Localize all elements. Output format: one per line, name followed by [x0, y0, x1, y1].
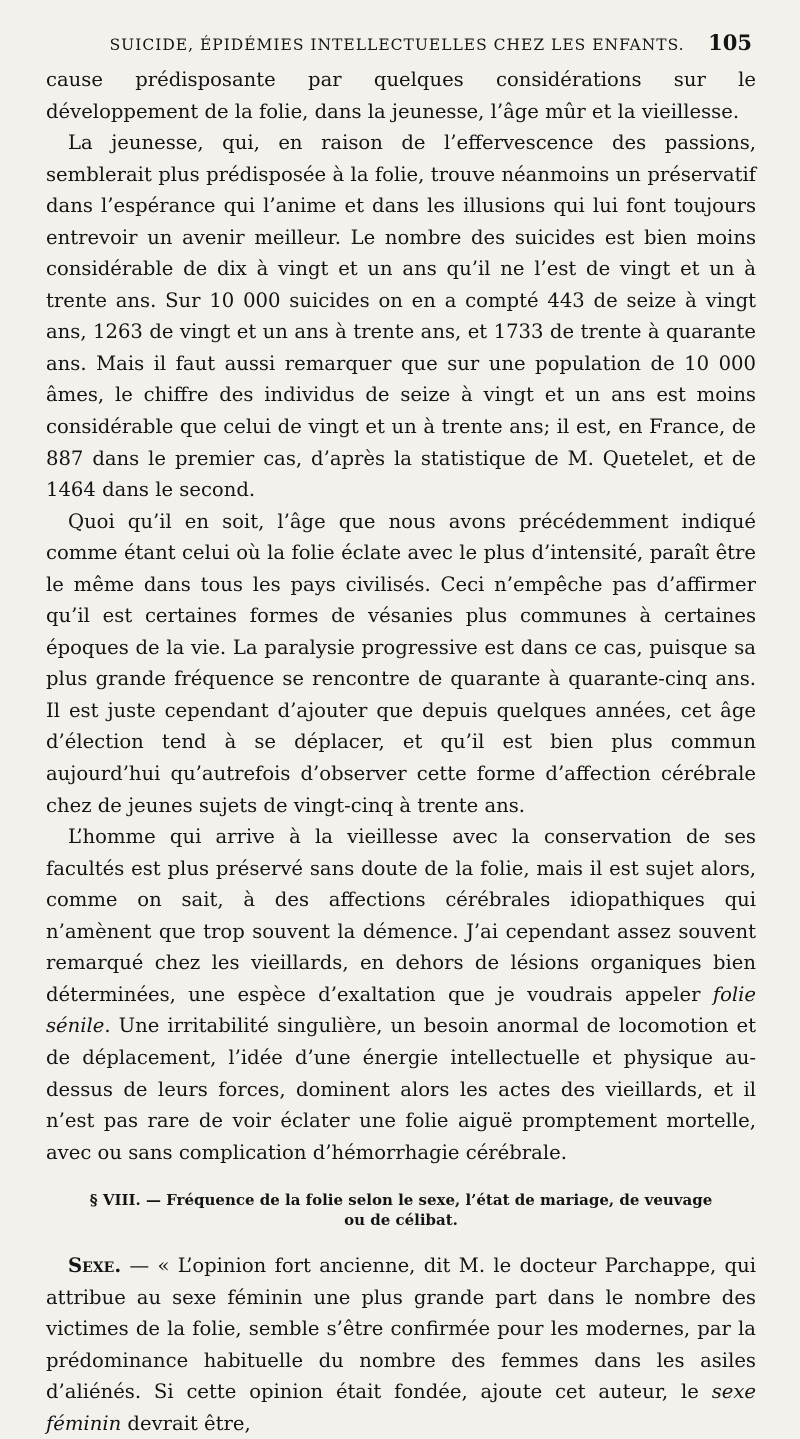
paragraph-text: L’homme qui arrive à la vieillesse avec la conservation de ses facultés est plus préservé sans doute de la folie, mais il est sujet alors, comme on sait, à des affections cérébrales idiopathiques qui n’amènent que trop souvent la démence. J’ai cependant assez souvent remarqué chez les vieillards, en dehors de lésions organiques bien déterminées, une espèce d’exaltation que je voudrais appeler	[46, 825, 756, 1006]
run-in-heading: Sexe.	[68, 1254, 122, 1278]
running-title: SUICIDE, ÉPIDÉMIES INTELLECTUELLES CHEZ LES ENFANTS.	[109, 36, 685, 54]
body-text	[46, 64, 756, 1439]
paragraph: La jeunesse, qui, en raison de l’effervescence des passions, semblerait plus prédisposée à la folie, trouve néanmoins un préservatif dans l’espérance qui l’anime et dans les illusions qui lui font toujours entrevoir un avenir meilleur. Le nombre des suicides est bien moins considérable de dix à vingt et un ans qu’il ne l’est de vingt et un à trente ans. Sur 10 000 suicides on en a compté 443 de seize à vingt ans, 1263 de vingt et un ans à trente ans, et 1733 de trente à quarante ans. Mais il faut aussi remarquer que sur une population de 10 000 âmes, le chiffre des individus de seize à vingt et un ans est moins considérable que celui de vingt et un à trente ans; il est, en France, de 887 dans le premier cas, d’après la statistique de M. Quetelet, et de 1464 dans le second.	[46, 131, 756, 502]
section-heading-line: § VIII. — Fréquence de la folie selon le sexe, l’état de mariage, de veuvage	[89, 1191, 713, 1210]
paragraph: Quoi qu’il en soit, l’âge que nous avons précédemment indiqué comme étant celui où la folie éclate avec le plus d’intensité, paraît être le même dans tous les pays civilisés. Ceci n’empêche pas d’affirmer qu’il est certaines formes de vésanies plus communes à certaines époques de la vie. La paralysie progressive est dans ce cas, puisque sa plus grande fréquence se rencontre de quarante à quarante-cinq ans. Il est juste cependant d’ajouter que depuis quelques années, cet âge d’élection tend à se déplacer, et qu’il est bien plus commun aujourd’hui qu’autrefois d’observer cette forme d’affection cérébrale chez de jeunes sujets de vingt-cinq à trente ans.	[46, 509, 756, 817]
paragraph: cause prédisposante par quelques considérations sur le développement de la folie, dans la jeunesse, l’âge mûr et la vieillesse.	[46, 68, 756, 123]
paragraph	[46, 821, 756, 1168]
paragraph-text: devrait être,	[121, 1411, 251, 1435]
section-heading-line: ou de célibat.	[344, 1211, 458, 1230]
page-number: 105	[708, 30, 752, 55]
italic-term: folie sénile	[46, 982, 756, 1038]
running-header	[46, 30, 756, 64]
paragraph-text: . Une irritabilité singulière, un besoin anormal de locomotion et de déplacement, l’idée d’une énergie intellectuelle et physique au-dessus de leurs forces, dominent alors les actes des vieillards, et il n’est pas rare de voir éclater une folie aiguë promptement mortelle, avec ou sans complication d’hémorrhagie cérébrale.	[46, 1014, 756, 1164]
italic-term: sexe féminin	[46, 1380, 756, 1435]
paragraph-text: — « L’opinion fort ancienne, dit M. le docteur Parchappe, qui attribue au sexe féminin une plus grande part dans le nombre des victimes de la folie, semble s’être confirmée pour les modernes, par la prédominance habituelle du nombre des femmes dans les asiles d’aliénés. Si cette opinion était fondée, ajoute cet auteur, le	[46, 1254, 756, 1404]
paragraph	[46, 1250, 756, 1439]
section-heading	[46, 1190, 756, 1230]
